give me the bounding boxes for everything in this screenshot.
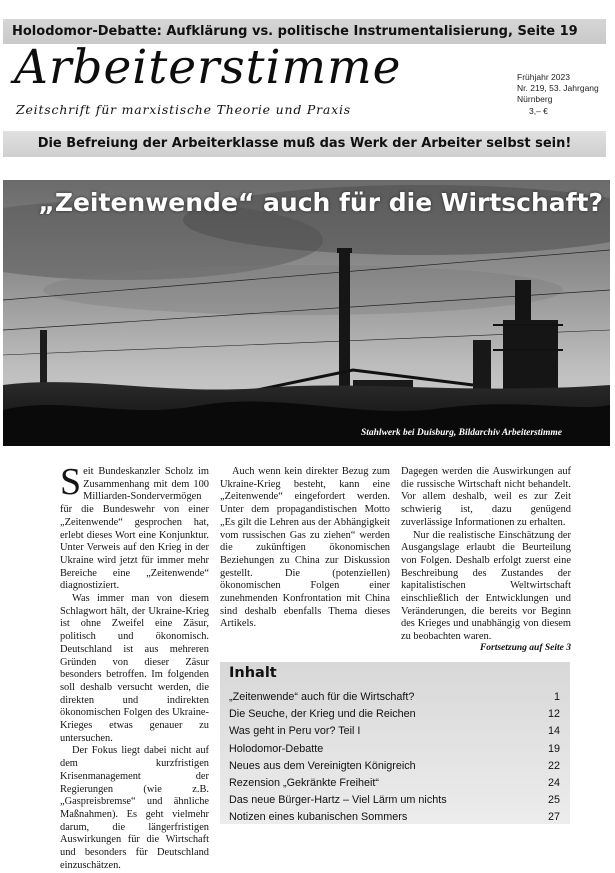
- toc-item-label: Rezension „Gekränkte Freiheit“: [229, 776, 380, 789]
- toc-item[interactable]: [229, 689, 564, 706]
- toc-item-page: 27: [547, 811, 560, 824]
- hero-caption: Stahlwerk bei Duisburg, Bildarchiv Arbeiterstimme: [360, 428, 562, 438]
- article-column-1: [60, 461, 209, 873]
- issue-number: Nr. 219, 53. Jahrgang: [517, 83, 599, 94]
- toc-item-page: 14: [547, 725, 560, 738]
- issue-season: Frühjahr 2023: [517, 72, 570, 82]
- toc-item-page: 25: [547, 794, 560, 807]
- article-paragraph: Was immer man von diesem Schlagwort hält, der Ukraine-Krieg ist ohne Zweifel eine Zäsur, politisch und ökonomisch. Deutschland ist aus mehreren Gründen von dieser Zäsur besonders betroffen. Im folgenden soll deshalb versucht werden, die direkten und indirekten ökonomischen Folgen des Ukraine-Krieges etwas genauer zu untersuchen.: [60, 593, 209, 744]
- steelworks-photo: [3, 180, 610, 446]
- toc-item-label: Das neue Bürger-Hartz – Viel Lärm um nichts: [229, 794, 447, 807]
- toc-item-page: 22: [547, 759, 560, 772]
- toc-item[interactable]: [229, 723, 564, 740]
- issue-city: Nürnberg: [517, 94, 553, 105]
- continued-link[interactable]: Fortsetzung auf Seite 3: [479, 643, 571, 653]
- toc-item[interactable]: [229, 706, 564, 723]
- article-paragraph: Dagegen werden die Auswirkungen auf die russische Wirtschaft nicht behandelt. Vor allem deshalb, weil es zur Zeit schwierig ist, dazu genügend zuverlässige Informationen zu erhalten.: [401, 466, 571, 528]
- toc-item[interactable]: [229, 741, 564, 758]
- toc-item[interactable]: [229, 758, 564, 775]
- masthead-subtitle: Zeitschrift für marxistische Theorie und Praxis: [16, 102, 352, 117]
- masthead-title: Arbeiterstimme: [14, 40, 402, 95]
- article-paragraph: Auch wenn kein direkter Bezug zum Ukraine-Krieg besteht, kann eine „Zeitenwende“ eingefordert werden. Unter dem propagandistischen Motto „Es gilt die Lehren aus der Abhängigkeit vom russischen Gas zu ziehen“ werden die zukünftigen ökonomischen Beziehungen zu China zur Diskussion gestellt. Die (potenziellen) ökonomischen Folgen einer zunehmenden Konfrontation mit China sind deshalb ebenfalls Thema dieses Artikels.: [220, 466, 390, 630]
- article-paragraph: Der Fokus liegt dabei nicht auf dem kurzfristigen Krisenmanagement der Regierungen (wie z.B. „Gaspreisbremse“ und ähnliche Maßnahmen). Es geht vielmehr darum, die längerfristigen Auswirkungen für die Wirtschaft und besonders für Deutschland einzuschätzen.: [60, 745, 209, 871]
- toc-item[interactable]: [229, 809, 564, 826]
- motto-bar: Die Befreiung der Arbeiterklasse muß das Werk der Arbeiter selbst sein!: [3, 131, 606, 157]
- toc-title: Inhalt: [229, 665, 277, 681]
- issue-price: 3,– €: [529, 105, 548, 116]
- toc-item-label: Die Seuche, der Krieg und die Reichen: [229, 708, 416, 721]
- toc-item-label: Notizen eines kubanischen Sommers: [229, 811, 408, 824]
- top-banner[interactable]: Holodomor-Debatte: Aufklärung vs. politische Instrumentalisierung, Seite 19: [3, 19, 606, 44]
- toc-item-label: Was geht in Peru vor? Teil I: [229, 725, 361, 738]
- dropcap: S: [60, 461, 82, 503]
- table-of-contents: [220, 662, 570, 824]
- toc-list: [229, 689, 564, 827]
- toc-item-page: 24: [547, 776, 560, 789]
- article-paragraph: Seit Bundeskanzler Scholz im Zusammenhang mit dem 100 Milliarden-Sondervermögen für die Bundeswehr von einer „Zeitenwende“ gesprochen hat, erlebt dieses Wort eine Konjunktur. Unter Verweis auf den Krieg in der Ukraine wird jetzt für immer mehr Bereiche eine „Zeitenwende“ diagnostiziert.: [60, 461, 209, 592]
- toc-item-page: 19: [547, 742, 560, 755]
- toc-item-page: 1: [553, 691, 560, 703]
- toc-item[interactable]: [229, 775, 564, 792]
- toc-item-label: Neues aus dem Vereinigten Königreich: [229, 759, 416, 772]
- toc-item-page: 12: [547, 708, 560, 721]
- article-column-3: [401, 466, 571, 644]
- article-column-2: [220, 466, 390, 631]
- toc-item[interactable]: [229, 792, 564, 809]
- hero-headline[interactable]: „Zeitenwende“ auch für die Wirtschaft?: [38, 188, 603, 217]
- issue-info: [517, 72, 607, 117]
- toc-item-label: Holodomor-Debatte: [229, 742, 324, 755]
- hero-image: [3, 180, 610, 446]
- toc-item-label: „Zeitenwende“ auch für die Wirtschaft?: [229, 691, 415, 703]
- article-paragraph: Nur die realistische Einschätzung der Ausgangslage erlaubt die Beurteilung von Folgen. Deshalb erfolgt zuerst eine Beschreibung des Zustandes der kapitalistischen Weltwirtschaft einschließlich der Entwicklungen und Veränderungen, die bereits vor Beginn des Krieges und unabhängig von diesem zu beobachten waren.: [401, 529, 571, 643]
